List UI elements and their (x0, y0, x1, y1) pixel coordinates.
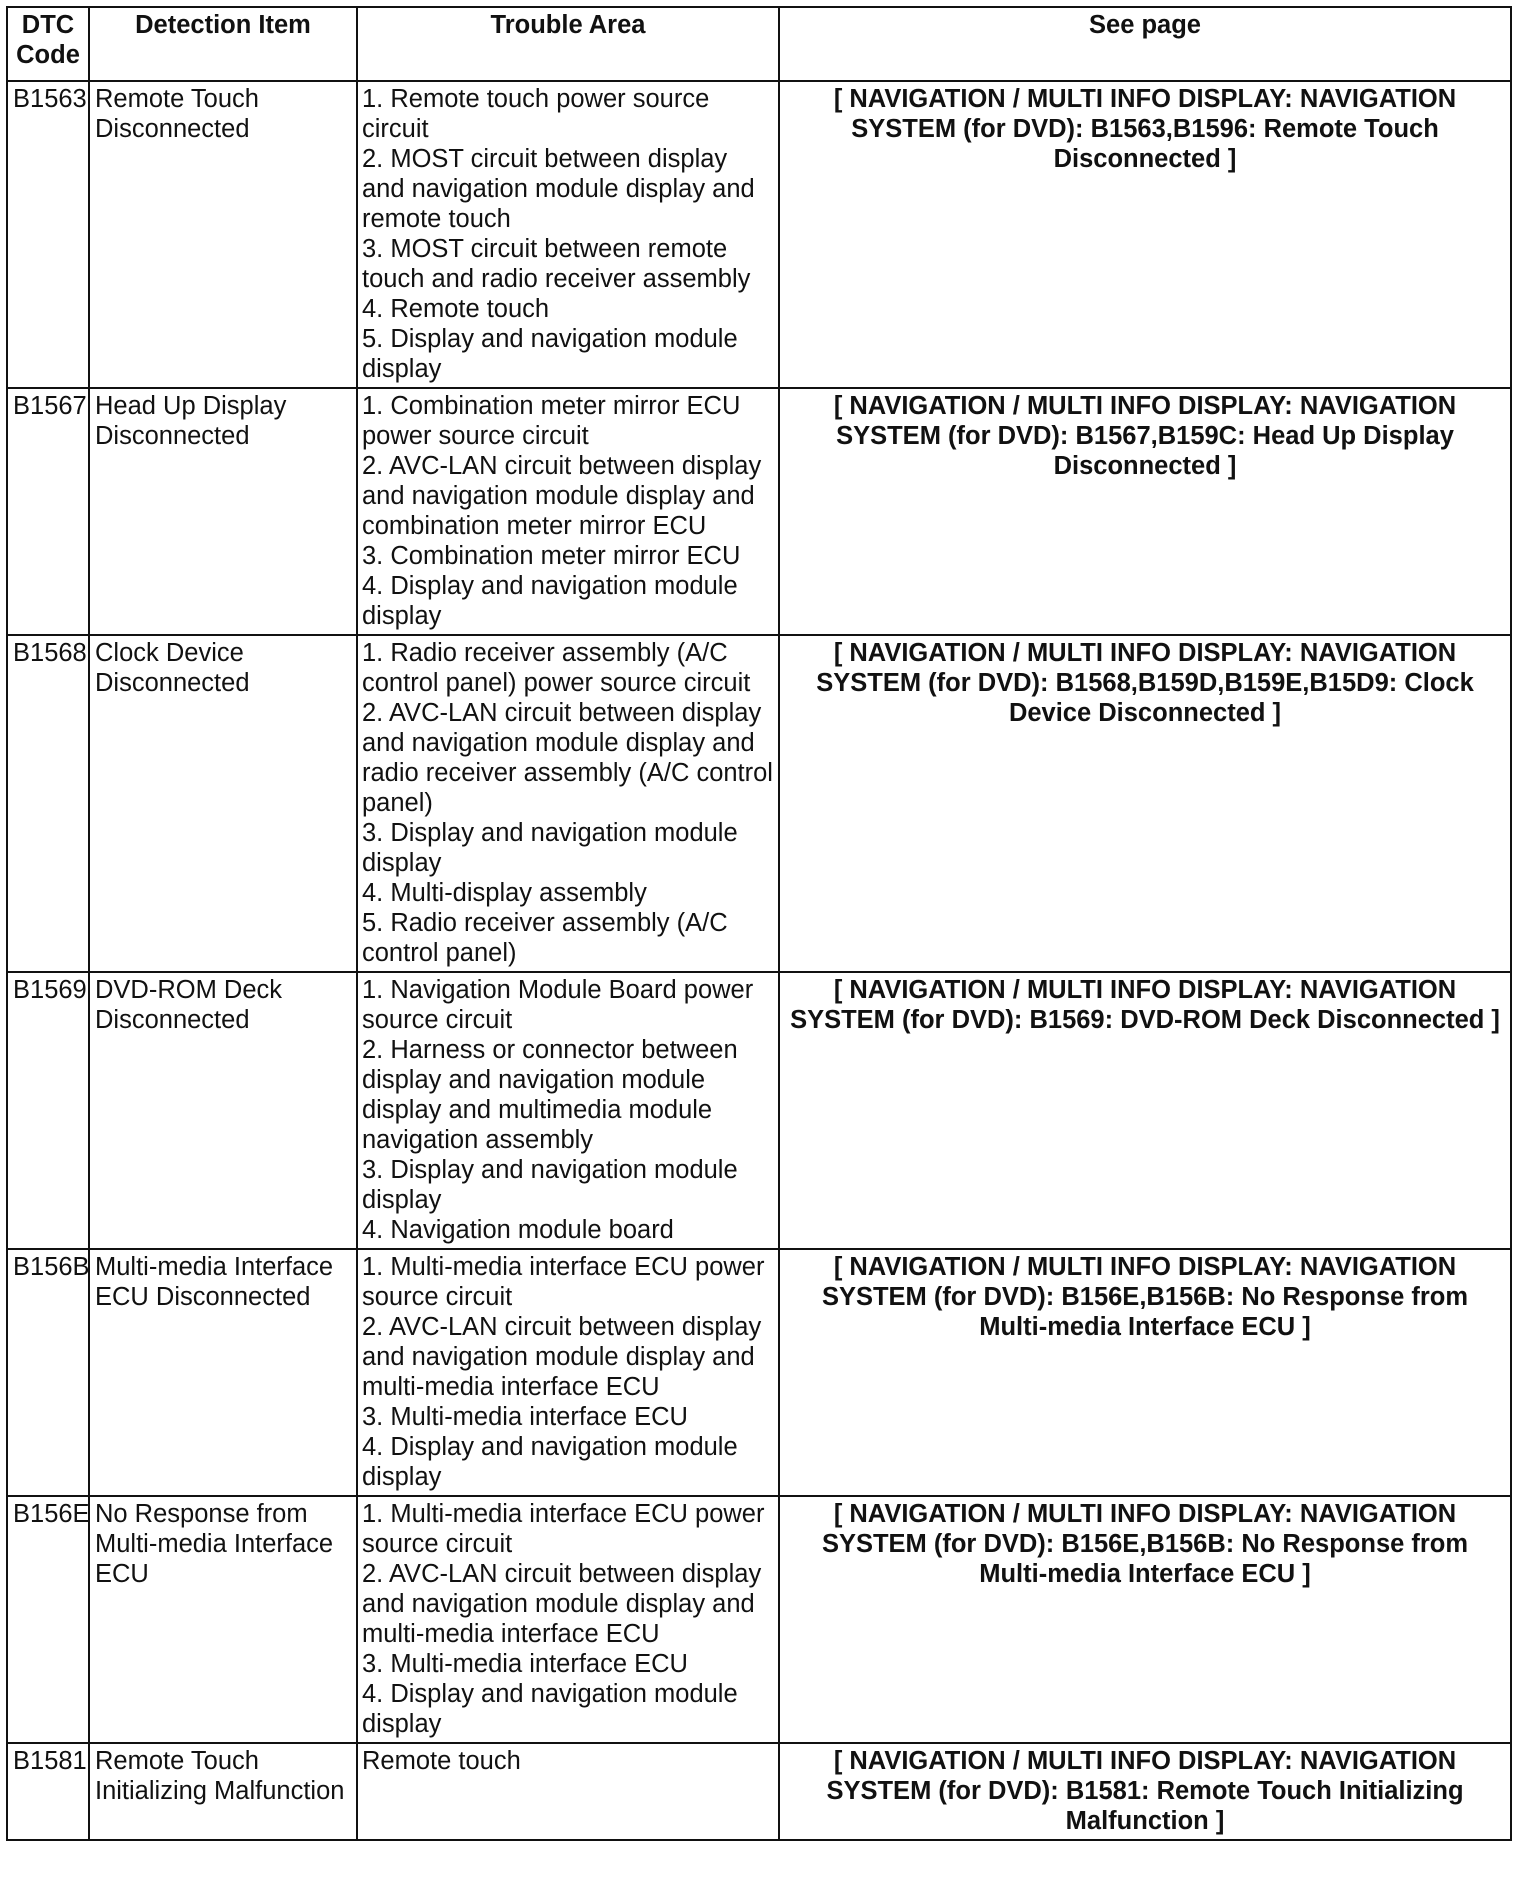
see-page-link[interactable]: [ NAVIGATION / MULTI INFO DISPLAY: NAVIGATION SYSTEM (for DVD): B1563,B1596: Remote Touch Disconnected ] (779, 81, 1511, 388)
trouble-area-item: 4. Remote touch (362, 295, 550, 323)
trouble-area-item: 5. Radio receiver assembly (A/C control panel) (362, 909, 728, 967)
trouble-area-cell (357, 81, 779, 388)
header-row (7, 7, 1511, 81)
see-page-link[interactable]: [ NAVIGATION / MULTI INFO DISPLAY: NAVIGATION SYSTEM (for DVD): B156E,B156B: No Response from Multi-media Interface ECU ] (779, 1249, 1511, 1496)
see-page-link[interactable]: [ NAVIGATION / MULTI INFO DISPLAY: NAVIGATION SYSTEM (for DVD): B1567,B159C: Head Up Display Disconnected ] (779, 388, 1511, 635)
trouble-area-item: 3. Combination meter mirror ECU (362, 542, 741, 570)
trouble-area-item: Remote touch (362, 1747, 521, 1775)
trouble-area-item: 2. AVC-LAN circuit between display and navigation module display and combination meter mirror ECU (362, 452, 762, 540)
table-row (7, 635, 1511, 972)
detection-item-cell: Remote Touch Disconnected (89, 81, 357, 388)
dtc-code-cell: B1569 (7, 972, 89, 1249)
table-row (7, 81, 1511, 388)
see-page-link[interactable]: [ NAVIGATION / MULTI INFO DISPLAY: NAVIGATION SYSTEM (for DVD): B1568,B159D,B159E,B15D9: Clock Device Disconnected ] (779, 635, 1511, 972)
header-see-page: See page (779, 7, 1511, 81)
see-page-link[interactable]: [ NAVIGATION / MULTI INFO DISPLAY: NAVIGATION SYSTEM (for DVD): B156E,B156B: No Response from Multi-media Interface ECU ] (779, 1496, 1511, 1743)
trouble-area-item: 1. Radio receiver assembly (A/C control panel) power source circuit (362, 639, 751, 697)
trouble-area-cell (357, 635, 779, 972)
trouble-area-item: 4. Navigation module board (362, 1216, 674, 1244)
trouble-area-item: 3. Multi-media interface ECU (362, 1650, 688, 1678)
trouble-area-cell (357, 972, 779, 1249)
detection-item-cell: No Response from Multi-media Interface ECU (89, 1496, 357, 1743)
dtc-code-cell: B156E (7, 1496, 89, 1743)
table-header (7, 7, 1511, 81)
trouble-area-cell (357, 1743, 779, 1840)
detection-item-cell: Head Up Display Disconnected (89, 388, 357, 635)
dtc-code-cell: B1567 (7, 388, 89, 635)
trouble-area-cell (357, 1249, 779, 1496)
detection-item-cell: Clock Device Disconnected (89, 635, 357, 972)
trouble-area-item: 2. AVC-LAN circuit between display and navigation module display and multi-media interface ECU (362, 1560, 762, 1648)
trouble-area-item: 4. Display and navigation module display (362, 1433, 738, 1491)
see-page-link[interactable]: [ NAVIGATION / MULTI INFO DISPLAY: NAVIGATION SYSTEM (for DVD): B1581: Remote Touch Initializing Malfunction ] (779, 1743, 1511, 1840)
detection-item-cell: Remote Touch Initializing Malfunction (89, 1743, 357, 1840)
trouble-area-item: 2. Harness or connector between display and navigation module display and multimedia module navigation assembly (362, 1036, 738, 1154)
trouble-area-item: 3. MOST circuit between remote touch and radio receiver assembly (362, 235, 751, 293)
table-row (7, 388, 1511, 635)
trouble-area-item: 1. Remote touch power source circuit (362, 85, 710, 143)
trouble-area-item: 1. Multi-media interface ECU power source circuit (362, 1500, 765, 1558)
trouble-area-item: 3. Display and navigation module display (362, 819, 738, 877)
trouble-area-item: 1. Multi-media interface ECU power source circuit (362, 1253, 765, 1311)
trouble-area-item: 2. MOST circuit between display and navigation module display and remote touch (362, 145, 755, 233)
table-body (7, 81, 1511, 1840)
trouble-area-item: 3. Display and navigation module display (362, 1156, 738, 1214)
dtc-code-cell: B1563 (7, 81, 89, 388)
trouble-area-item: 5. Display and navigation module display (362, 325, 738, 383)
trouble-area-item: 3. Multi-media interface ECU (362, 1403, 688, 1431)
table-row (7, 1743, 1511, 1840)
trouble-area-item: 1. Navigation Module Board power source circuit (362, 976, 754, 1034)
header-trouble-area: Trouble Area (357, 7, 779, 81)
trouble-area-item: 2. AVC-LAN circuit between display and navigation module display and radio receiver assembly (A/C control panel) (362, 699, 773, 817)
dtc-code-cell: B1568 (7, 635, 89, 972)
table-row (7, 1249, 1511, 1496)
header-detection-item: Detection Item (89, 7, 357, 81)
trouble-area-item: 1. Combination meter mirror ECU power source circuit (362, 392, 741, 450)
trouble-area-item: 4. Display and navigation module display (362, 1680, 738, 1738)
dtc-code-cell: B1581 (7, 1743, 89, 1840)
see-page-link[interactable]: [ NAVIGATION / MULTI INFO DISPLAY: NAVIGATION SYSTEM (for DVD): B1569: DVD-ROM Deck Disconnected ] (779, 972, 1511, 1249)
header-dtc-code: DTC Code (7, 7, 89, 81)
trouble-area-item: 4. Multi-display assembly (362, 879, 647, 907)
table-row (7, 972, 1511, 1249)
trouble-area-cell (357, 1496, 779, 1743)
trouble-area-cell (357, 388, 779, 635)
dtc-code-cell: B156B (7, 1249, 89, 1496)
detection-item-cell: Multi-media Interface ECU Disconnected (89, 1249, 357, 1496)
dtc-table (6, 6, 1512, 1841)
trouble-area-item: 4. Display and navigation module display (362, 572, 738, 630)
table-row (7, 1496, 1511, 1743)
trouble-area-item: 2. AVC-LAN circuit between display and navigation module display and multi-media interface ECU (362, 1313, 762, 1401)
detection-item-cell: DVD-ROM Deck Disconnected (89, 972, 357, 1249)
